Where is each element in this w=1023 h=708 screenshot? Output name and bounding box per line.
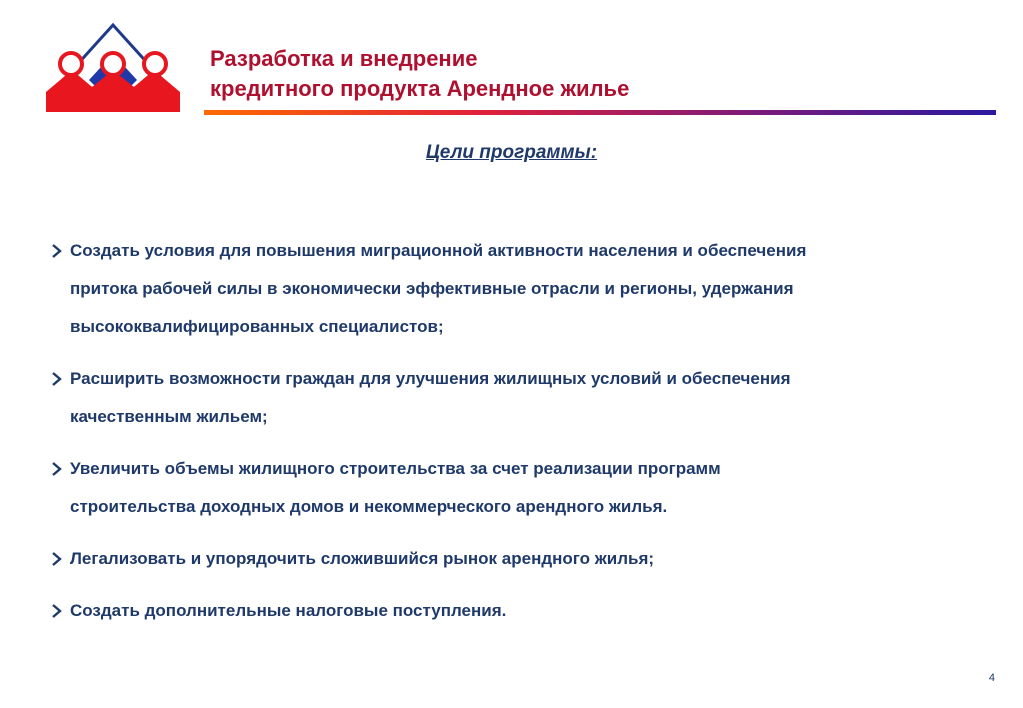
arrow-bullet-icon xyxy=(50,232,64,270)
goal-item-1 xyxy=(50,232,1000,346)
title-gradient-rule xyxy=(204,110,996,115)
logo-icon xyxy=(44,22,182,114)
goal-4-line-1: Легализовать и упорядочить сложившийся рынок арендного жилья; xyxy=(70,549,655,568)
slide-title-line-1: Разработка и внедрение xyxy=(210,46,478,71)
goals-heading-container xyxy=(0,142,1023,164)
goal-item-5 xyxy=(50,592,1000,630)
goal-1-line-2: притока рабочей силы в экономически эффективные отрасли и регионы, удержания xyxy=(70,279,794,298)
goals-heading: Цели программы: xyxy=(425,142,598,163)
goal-2-line-1: Расширить возможности граждан для улучшения жилищных условий и обеспечения xyxy=(70,369,791,388)
goal-5-line-1: Создать дополнительные налоговые поступления. xyxy=(70,601,507,620)
slide-title xyxy=(210,44,629,104)
goal-3-line-1: Увеличить объемы жилищного строительства за счет реализации программ xyxy=(70,459,721,478)
goal-1-line-3: высококвалифицированных специалистов; xyxy=(70,317,444,336)
goal-1-line-1: Создать условия для повышения миграционной активности населения и обеспечения xyxy=(70,241,807,260)
arrow-bullet-icon xyxy=(50,450,64,488)
slide-title-line-2: кредитного продукта Арендное жилье xyxy=(210,76,630,101)
goal-3-line-2: строительства доходных домов и некоммерческого арендного жилья. xyxy=(70,497,668,516)
page-number: 4 xyxy=(988,672,995,684)
goal-2-line-2: качественным жильем; xyxy=(70,407,268,426)
arrow-bullet-icon xyxy=(50,360,64,398)
goals-list xyxy=(50,232,1000,644)
goal-item-2 xyxy=(50,360,1000,436)
arrow-bullet-icon xyxy=(50,592,64,630)
goal-item-4 xyxy=(50,540,1000,578)
arrow-bullet-icon xyxy=(50,540,64,578)
goal-item-3 xyxy=(50,450,1000,526)
